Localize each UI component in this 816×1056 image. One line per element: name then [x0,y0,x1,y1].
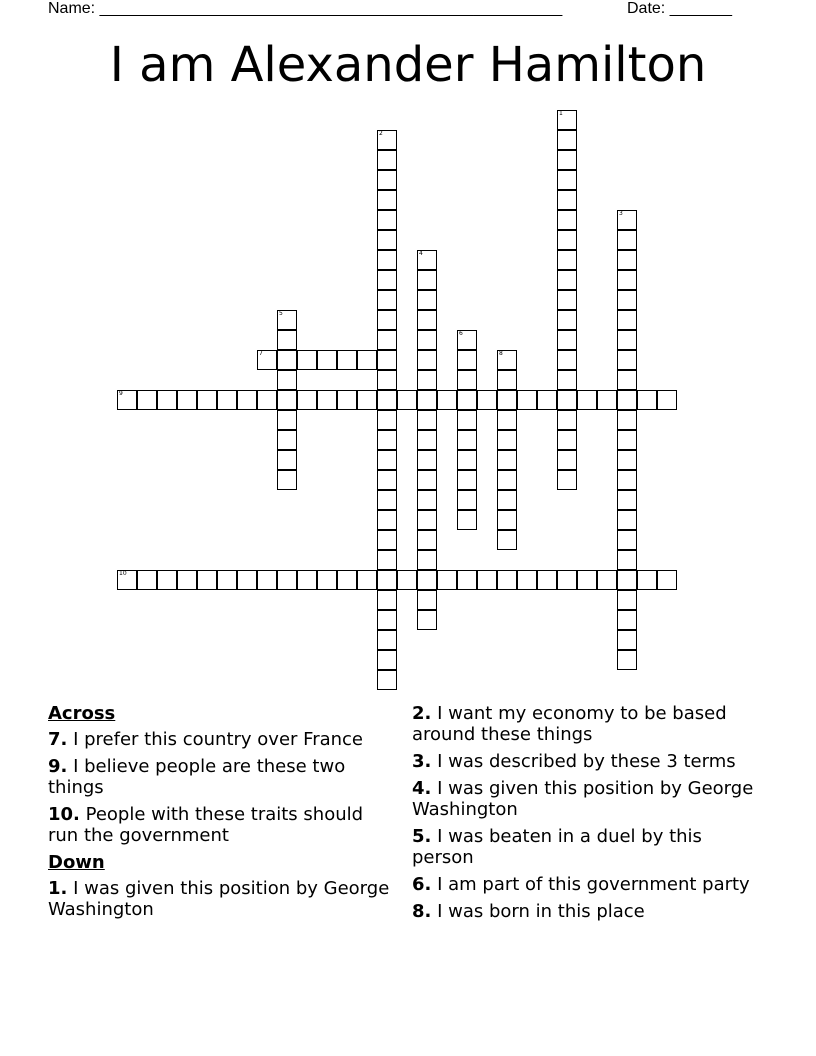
grid-cell[interactable] [317,570,337,590]
grid-cell[interactable] [657,570,677,590]
grid-cell[interactable] [557,430,577,450]
grid-cell[interactable] [377,210,397,230]
grid-cell[interactable] [377,330,397,350]
grid-cell[interactable] [637,570,657,590]
grid-cell[interactable] [617,430,637,450]
page-title: I am Alexander Hamilton [109,37,707,93]
grid-cell[interactable] [617,590,637,610]
grid-cell[interactable] [477,390,497,410]
grid-cell[interactable] [417,570,437,590]
grid-cell[interactable] [557,290,577,310]
grid-cell[interactable] [557,170,577,190]
clue-item [412,826,762,868]
clue-number-2: 2 [379,130,383,137]
grid-cell[interactable] [377,610,397,630]
name-label-text: Name: [48,0,100,17]
grid-cell[interactable] [417,390,437,410]
clue-number-4: 4 [419,250,423,257]
grid-cell[interactable] [237,390,257,410]
clue-item [412,901,762,922]
clue-text: I am part of this government party [431,874,750,895]
clue-number-5: 5 [279,310,283,317]
grid-cell[interactable] [257,570,277,590]
grid-cell[interactable] [317,350,337,370]
grid-cell[interactable] [617,470,637,490]
grid-cell[interactable] [457,450,477,470]
grid-cell[interactable] [497,370,517,390]
grid-cell[interactable] [357,570,377,590]
grid-cell[interactable] [557,570,577,590]
clue-text: People with these traits should run the government [48,804,364,846]
grid-cell[interactable] [157,390,177,410]
clue-number-9: 9 [119,390,123,397]
clue-item [412,778,762,820]
grid-cell[interactable] [597,570,617,590]
grid-cell[interactable] [377,550,397,570]
date-blank[interactable]: _______ [669,0,732,17]
grid-cell[interactable] [617,230,637,250]
grid-cell[interactable] [417,290,437,310]
grid-cell[interactable] [297,570,317,590]
clue-number: 6. [412,874,432,895]
clue-number-7: 7 [259,350,263,357]
grid-cell[interactable] [137,570,157,590]
grid-cell[interactable] [417,550,437,570]
grid-cell[interactable] [457,350,477,370]
clue-number-1: 1 [559,110,563,117]
grid-cell[interactable] [617,550,637,570]
clue-number-6: 6 [459,330,463,337]
grid-cell[interactable] [377,150,397,170]
clue-number: 5. [412,826,432,847]
grid-cell[interactable] [557,370,577,390]
grid-cell[interactable] [557,350,577,370]
grid-cell[interactable] [617,510,637,530]
clue-text: I prefer this country over France [67,729,364,750]
grid-cell[interactable] [417,490,437,510]
grid-cell[interactable] [417,430,437,450]
grid-cell[interactable] [377,290,397,310]
down-heading: Down [48,852,105,873]
grid-cell[interactable] [457,430,477,450]
grid-cell[interactable] [277,390,297,410]
down-clue-list-right [412,703,762,922]
grid-cell[interactable] [457,490,477,510]
grid-cell[interactable] [337,570,357,590]
grid-cell[interactable] [377,270,397,290]
across-clue-list [48,729,393,846]
grid-cell[interactable] [377,190,397,210]
grid-cell[interactable] [197,570,217,590]
grid-cell[interactable] [457,410,477,430]
grid-cell[interactable] [637,390,657,410]
grid-cell[interactable] [457,570,477,590]
grid-cell[interactable] [397,390,417,410]
grid-cell[interactable] [337,350,357,370]
name-blank[interactable]: ____________________________________________________ [99,0,563,17]
grid-cell[interactable] [377,370,397,390]
grid-cell[interactable] [437,390,457,410]
grid-cell[interactable] [277,330,297,350]
grid-cell[interactable] [497,390,517,410]
grid-cell[interactable] [217,390,237,410]
grid-cell[interactable] [417,470,437,490]
grid-cell[interactable] [537,570,557,590]
clue-text: I was given this position by George Washington [48,878,390,920]
clue-item [48,878,393,920]
clue-text: I was described by these 3 terms [431,751,736,772]
clue-text: I believe people are these two things [48,756,346,798]
grid-cell[interactable] [457,510,477,530]
grid-cell[interactable] [617,610,637,630]
grid-cell[interactable] [377,650,397,670]
grid-cell[interactable] [457,370,477,390]
grid-cell[interactable] [617,570,637,590]
grid-cell[interactable] [497,430,517,450]
grid-cell[interactable] [597,390,617,410]
grid-cell[interactable] [617,250,637,270]
grid-cell[interactable] [617,650,637,670]
grid-cell[interactable] [277,430,297,450]
grid-cell[interactable] [377,590,397,610]
grid-cell[interactable] [617,410,637,430]
grid-cell[interactable] [557,210,577,230]
grid-cell[interactable] [557,230,577,250]
across-heading: Across [48,703,116,724]
grid-cell[interactable] [377,310,397,330]
grid-cell[interactable] [417,510,437,530]
date-label-text: Date: [627,0,670,17]
grid-cell[interactable] [497,510,517,530]
grid-cell[interactable] [557,250,577,270]
grid-cell[interactable] [557,390,577,410]
clues-right-column [412,703,762,928]
clue-number-10: 10 [119,570,127,577]
grid-cell[interactable] [557,190,577,210]
grid-cell[interactable] [397,570,417,590]
grid-cell[interactable] [617,270,637,290]
grid-cell[interactable] [497,470,517,490]
grid-cell[interactable] [577,570,597,590]
clue-number-3: 3 [619,210,623,217]
clue-number: 1. [48,878,68,899]
grid-cell[interactable] [197,390,217,410]
clue-number: 9. [48,756,68,777]
clue-number-8: 8 [499,350,503,357]
grid-cell[interactable] [377,430,397,450]
grid-cell[interactable] [417,330,437,350]
grid-cell[interactable] [377,170,397,190]
grid-cell[interactable] [377,630,397,650]
grid-cell[interactable] [657,390,677,410]
grid-cell[interactable] [377,530,397,550]
grid-cell[interactable] [377,570,397,590]
grid-cell[interactable] [557,330,577,350]
grid-cell[interactable] [557,150,577,170]
grid-cell[interactable] [337,390,357,410]
grid-cell[interactable] [277,350,297,370]
grid-cell[interactable] [617,310,637,330]
down-clue-list-left [48,878,393,920]
grid-cell[interactable] [417,530,437,550]
clues-left-column [48,703,393,926]
grid-cell[interactable] [437,570,457,590]
grid-cell[interactable] [377,510,397,530]
grid-cell[interactable] [497,410,517,430]
grid-cell[interactable] [217,570,237,590]
grid-cell[interactable] [377,230,397,250]
grid-cell[interactable] [617,390,637,410]
clue-item [48,729,393,750]
grid-cell[interactable] [357,390,377,410]
grid-cell[interactable] [277,570,297,590]
grid-cell[interactable] [617,490,637,510]
grid-cell[interactable] [417,590,437,610]
clue-number: 3. [412,751,432,772]
grid-cell[interactable] [177,390,197,410]
grid-cell[interactable] [277,410,297,430]
grid-cell[interactable] [617,530,637,550]
grid-cell[interactable] [257,390,277,410]
grid-cell[interactable] [497,530,517,550]
grid-cell[interactable] [617,290,637,310]
clue-item [412,751,762,772]
grid-cell[interactable] [357,350,377,370]
grid-cell[interactable] [617,330,637,350]
grid-cell[interactable] [377,470,397,490]
grid-cell[interactable] [617,370,637,390]
grid-cell[interactable] [177,570,197,590]
grid-cell[interactable] [377,490,397,510]
clue-number: 4. [412,778,432,799]
grid-cell[interactable] [557,310,577,330]
clue-number: 2. [412,703,432,724]
clue-text: I was born in this place [431,901,645,922]
grid-cell[interactable] [497,490,517,510]
grid-cell[interactable] [537,390,557,410]
clue-number: 10. [48,804,80,825]
grid-cell[interactable] [277,470,297,490]
clue-text: I was given this position by George Washington [412,778,754,820]
clue-item [48,804,393,846]
grid-cell[interactable] [557,410,577,430]
grid-cell[interactable] [497,570,517,590]
grid-cell[interactable] [417,410,437,430]
grid-cell[interactable] [237,570,257,590]
grid-cell[interactable] [317,390,337,410]
grid-cell[interactable] [497,450,517,470]
grid-cell[interactable] [517,570,537,590]
grid-cell[interactable] [617,450,637,470]
grid-cell[interactable] [377,390,397,410]
grid-cell[interactable] [457,390,477,410]
grid-cell[interactable] [277,450,297,470]
grid-cell[interactable] [417,350,437,370]
grid-cell[interactable] [377,250,397,270]
grid-cell[interactable] [417,270,437,290]
grid-cell[interactable] [617,350,637,370]
grid-cell[interactable] [417,450,437,470]
grid-cell[interactable] [557,470,577,490]
grid-cell[interactable] [477,570,497,590]
grid-cell[interactable] [377,350,397,370]
grid-cell[interactable] [417,310,437,330]
clue-text: I want my economy to be based around these things [412,703,727,745]
grid-cell[interactable] [517,390,537,410]
clue-number: 8. [412,901,432,922]
grid-cell[interactable] [617,630,637,650]
grid-cell[interactable] [457,470,477,490]
grid-cell[interactable] [577,390,597,410]
clue-item [412,874,762,895]
clue-item [48,756,393,798]
grid-cell[interactable] [137,390,157,410]
grid-cell[interactable] [297,350,317,370]
grid-cell[interactable] [297,390,317,410]
clue-item [412,703,762,745]
clue-text: I was beaten in a duel by this person [412,826,702,868]
grid-cell[interactable] [557,450,577,470]
grid-cell[interactable] [417,610,437,630]
grid-cell[interactable] [557,130,577,150]
grid-cell[interactable] [377,450,397,470]
grid-cell[interactable] [557,270,577,290]
grid-cell[interactable] [417,370,437,390]
grid-cell[interactable] [377,410,397,430]
grid-cell[interactable] [377,670,397,690]
grid-cell[interactable] [157,570,177,590]
clue-number: 7. [48,729,68,750]
grid-cell[interactable] [277,370,297,390]
